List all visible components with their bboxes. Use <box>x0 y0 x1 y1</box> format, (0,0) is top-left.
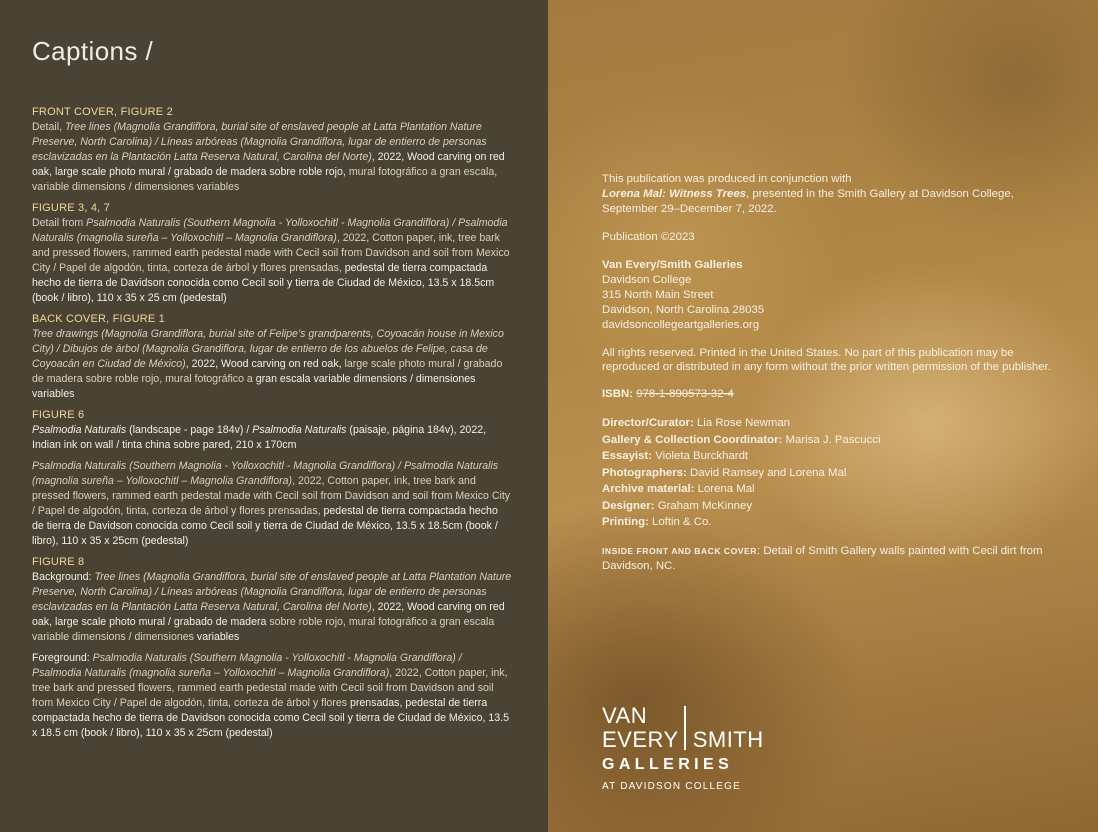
caption-segment: (paisaje, página 184v), 2022, Indian ink on wall / tinta china sobre pared, 210 x 170cm <box>32 424 487 451</box>
credit-value: Marisa J. Pascucci <box>785 433 881 446</box>
caption-segment: , 2022, Wood carving on red oak, <box>185 358 345 370</box>
caption-block <box>32 459 512 549</box>
page-title: Captions / <box>32 36 154 66</box>
caption-segment: , 2022, Cotton paper, ink, tree bark and pressed flowers, rammed earth pedestal made with Cecil soil from Davidson and soil from Mexico City / Papel de algodón, tinta, corteza de árbol y flores prensadas, <box>32 232 510 274</box>
caption-segment: sobre roble rojo, mural fotográfico a gran escala variable dimensions / dimensiones <box>32 616 495 643</box>
credit-value: Lorena Mal <box>697 483 755 495</box>
credit-value: David Ramsey and Lorena Mal <box>689 466 847 479</box>
publisher-name: Van Every/Smith Galleries <box>602 259 743 271</box>
caption-segment: gran escala variable dimensions / dimensiones variables <box>32 373 476 400</box>
caption-block <box>32 105 512 195</box>
inside-cover-label: INSIDE FRONT AND BACK COVER <box>602 545 757 556</box>
caption-segment: Psalmodia Naturalis (Southern Magnolia - Yolloxochitl - Magnolia Grandiflora) / Psalmodia Naturalis (magnolia sureña – Yolloxochitl – Magnolia Grandiflora) <box>32 217 508 244</box>
caption-block <box>32 408 512 453</box>
caption-heading: FIGURE 8 <box>32 556 85 568</box>
logo-van: VAN <box>602 703 648 728</box>
caption-block <box>32 201 512 306</box>
caption-segment: prensadas, pedestal de tierra compactada hecho de tierra de Davidson conocida como Cecil soil y tierra de Ciudad de México, 13.5 x 18.5 cm (book / libro), 110 x 35 x 25cm (pedestal) <box>32 697 509 739</box>
address-line: Davidson College <box>602 274 692 286</box>
intro-line: This publication was produced in conjunction with <box>602 173 852 185</box>
logo-divider <box>684 706 686 750</box>
caption-heading: BACK COVER, FIGURE 1 <box>32 313 165 325</box>
credit-label: Photographers: <box>602 466 687 479</box>
caption-segment: , 2022, Cotton paper, ink, tree bark and pressed flowers, rammed earth pedestal made with Cecil soil from Davidson and soil from Mexico City / Papel de algodón, tinta, corteza de árbol y flores <box>32 667 508 709</box>
caption-text <box>32 216 512 306</box>
credit-value: Lia Rose Newman <box>696 417 791 429</box>
isbn-value: 978-1-890573-32-4 <box>636 388 734 400</box>
caption-segment: Psalmodia Naturalis <box>252 424 347 436</box>
isbn <box>602 387 1062 402</box>
credit-value: Loftin & Co. <box>652 516 712 528</box>
caption-segment: pedestal de tierra compactada hecho de tierra de Davidson conocida como Cecil soil y tierra de Ciudad de México, 13.5 x 18.5cm (book / libro), 110 x 35 x 25cm (pedestal) <box>32 505 498 547</box>
caption-segment: Detail from <box>32 217 87 229</box>
credit-label: Archive material: <box>602 483 695 495</box>
credit-value: Violeta Burckhardt <box>655 450 749 462</box>
caption-segment: , 2022, Cotton paper, ink, tree bark and pressed flowers, rammed earth pedestal made with Cecil soil from Davidson and soil from Mexico City / Papel de algodón, tinta, corteza de árbol y flores prensadas, <box>32 475 511 517</box>
credit-label: Designer: <box>602 499 655 512</box>
caption-segment: Psalmodia Naturalis <box>32 424 127 436</box>
caption-segment: large scale photo mural / grabado de madera sobre roble rojo, mural fotográfico a <box>32 358 503 385</box>
credit-value: Graham McKinney <box>657 499 753 512</box>
credit-label: Director/Curator: <box>602 417 694 429</box>
caption-segment: Tree lines (Magnolia Grandiflora, burial site of enslaved people at Latta Plantation Nature Preserve, North Carolina) / Líneas arbóreas (Magnolia Grandiflora, lugar de entierro de personas esclavizadas en la Plantación Latta Reserva Natural, Carolina del Norte) <box>32 571 512 613</box>
caption-segment: variables <box>196 631 240 643</box>
publisher-block <box>602 258 1062 333</box>
caption-text <box>32 423 512 453</box>
caption-text <box>32 651 512 741</box>
logo-every: EVERY <box>602 727 679 752</box>
caption-block <box>32 555 512 645</box>
logo-at-davidson: AT DAVIDSON COLLEGE <box>602 781 741 792</box>
caption-block <box>32 312 512 402</box>
caption-segment: mural fotográfico a gran escala, variable dimensions / dimensiones variables <box>32 166 498 193</box>
caption-heading: FIGURE 3, 4, 7 <box>32 202 110 214</box>
caption-segment: Tree drawings (Magnolia Grandiflora, burial site of Felipe’s grandparents, Coyoacán house in Mexico City) / Dibujos de árbol (Magnolia Grandiflora, lugar de entierro de los abuelos de Felipe, casa de Coyoacán en Ciudad de México) <box>32 328 504 370</box>
address-line: 315 North Main Street <box>602 289 714 301</box>
caption-text <box>32 327 512 402</box>
logo-galleries: GALLERIES <box>602 756 734 773</box>
credit-label: Printing: <box>602 516 649 528</box>
caption-segment: , 2022, Wood carving on red oak, large scale photo mural / grabado de madera <box>32 601 505 628</box>
inside-cover-note <box>602 544 1062 574</box>
caption-segment: Background: <box>32 571 95 583</box>
captions-list <box>32 105 512 747</box>
caption-block <box>32 651 512 741</box>
credits-block <box>602 415 1062 531</box>
caption-segment: Psalmodia Naturalis (Southern Magnolia - Yolloxochitl - Magnolia Grandiflora) / Psalmodia Naturalis (magnolia sureña – Yolloxochitl – Magnolia Grandiflora) <box>32 652 462 679</box>
website-link[interactable]: davidsoncollegeartgalleries.org <box>602 319 760 331</box>
caption-segment: , 2022, <box>371 151 408 163</box>
gallery-logo <box>602 704 764 792</box>
caption-segment: Detail, <box>32 121 65 133</box>
caption-text <box>32 120 512 195</box>
colophon <box>602 172 1062 587</box>
captions-panel <box>0 0 548 832</box>
caption-segment: Tree lines (Magnolia Grandiflora, burial site of enslaved people at Latta Plantation Nature Preserve, North Carolina) / Líneas arbóreas (Magnolia Grandiflora, lugar de entierro de personas esclavizadas en la Plantación Latta Reserva Natural, Carolina del Norte) <box>32 121 487 163</box>
intro-paragraph <box>602 172 1062 217</box>
caption-segment: pedestal de tierra compactada hecho de tierra de Davidson conocida como Cecil soil y tierra de Ciudad de México, 13.5 x 18.5cm (book / libro), 110 x 35 x 25 cm (pedestal) <box>32 262 495 304</box>
logo-smith: SMITH <box>692 727 764 752</box>
exhibition-title: Lorena Mal: Witness Trees <box>602 188 747 200</box>
intro-rest: , presented in the Smith Gallery at Davidson College, September 29–December 7, 2022. <box>602 188 1014 215</box>
caption-segment: Wood carving on red oak, large scale photo mural / grabado de madera sobre roble rojo, <box>32 151 505 178</box>
caption-heading: FIGURE 6 <box>32 409 85 421</box>
caption-segment: Psalmodia Naturalis (Southern Magnolia - Yolloxochitl - Magnolia Grandiflora) / Psalmodia Naturalis (magnolia sureña – Yolloxochitl – Magnolia Grandiflora) <box>32 460 499 487</box>
colophon-panel <box>548 0 1098 832</box>
caption-text <box>32 459 512 549</box>
credit-label: Essayist: <box>602 450 653 462</box>
isbn-label: ISBN: <box>602 388 634 400</box>
inside-cover-text: : Detail of Smith Gallery walls painted with Cecil dirt from Davidson, NC. <box>602 544 1043 572</box>
caption-segment: (landscape - page 184v) / <box>126 424 253 436</box>
credit-label: Gallery & Collection Coordinator: <box>602 433 783 446</box>
caption-text <box>32 570 512 645</box>
caption-segment: Foreground: <box>32 652 93 664</box>
caption-heading: FRONT COVER, FIGURE 2 <box>32 106 173 118</box>
publication-year: Publication ©2023 <box>602 231 695 243</box>
address-line: Davidson, North Carolina 28035 <box>602 304 765 316</box>
rights-statement: All rights reserved. Printed in the United States. No part of this publication may be reproduced or distributed in any form without the prior written permission of the publisher. <box>602 347 1051 373</box>
